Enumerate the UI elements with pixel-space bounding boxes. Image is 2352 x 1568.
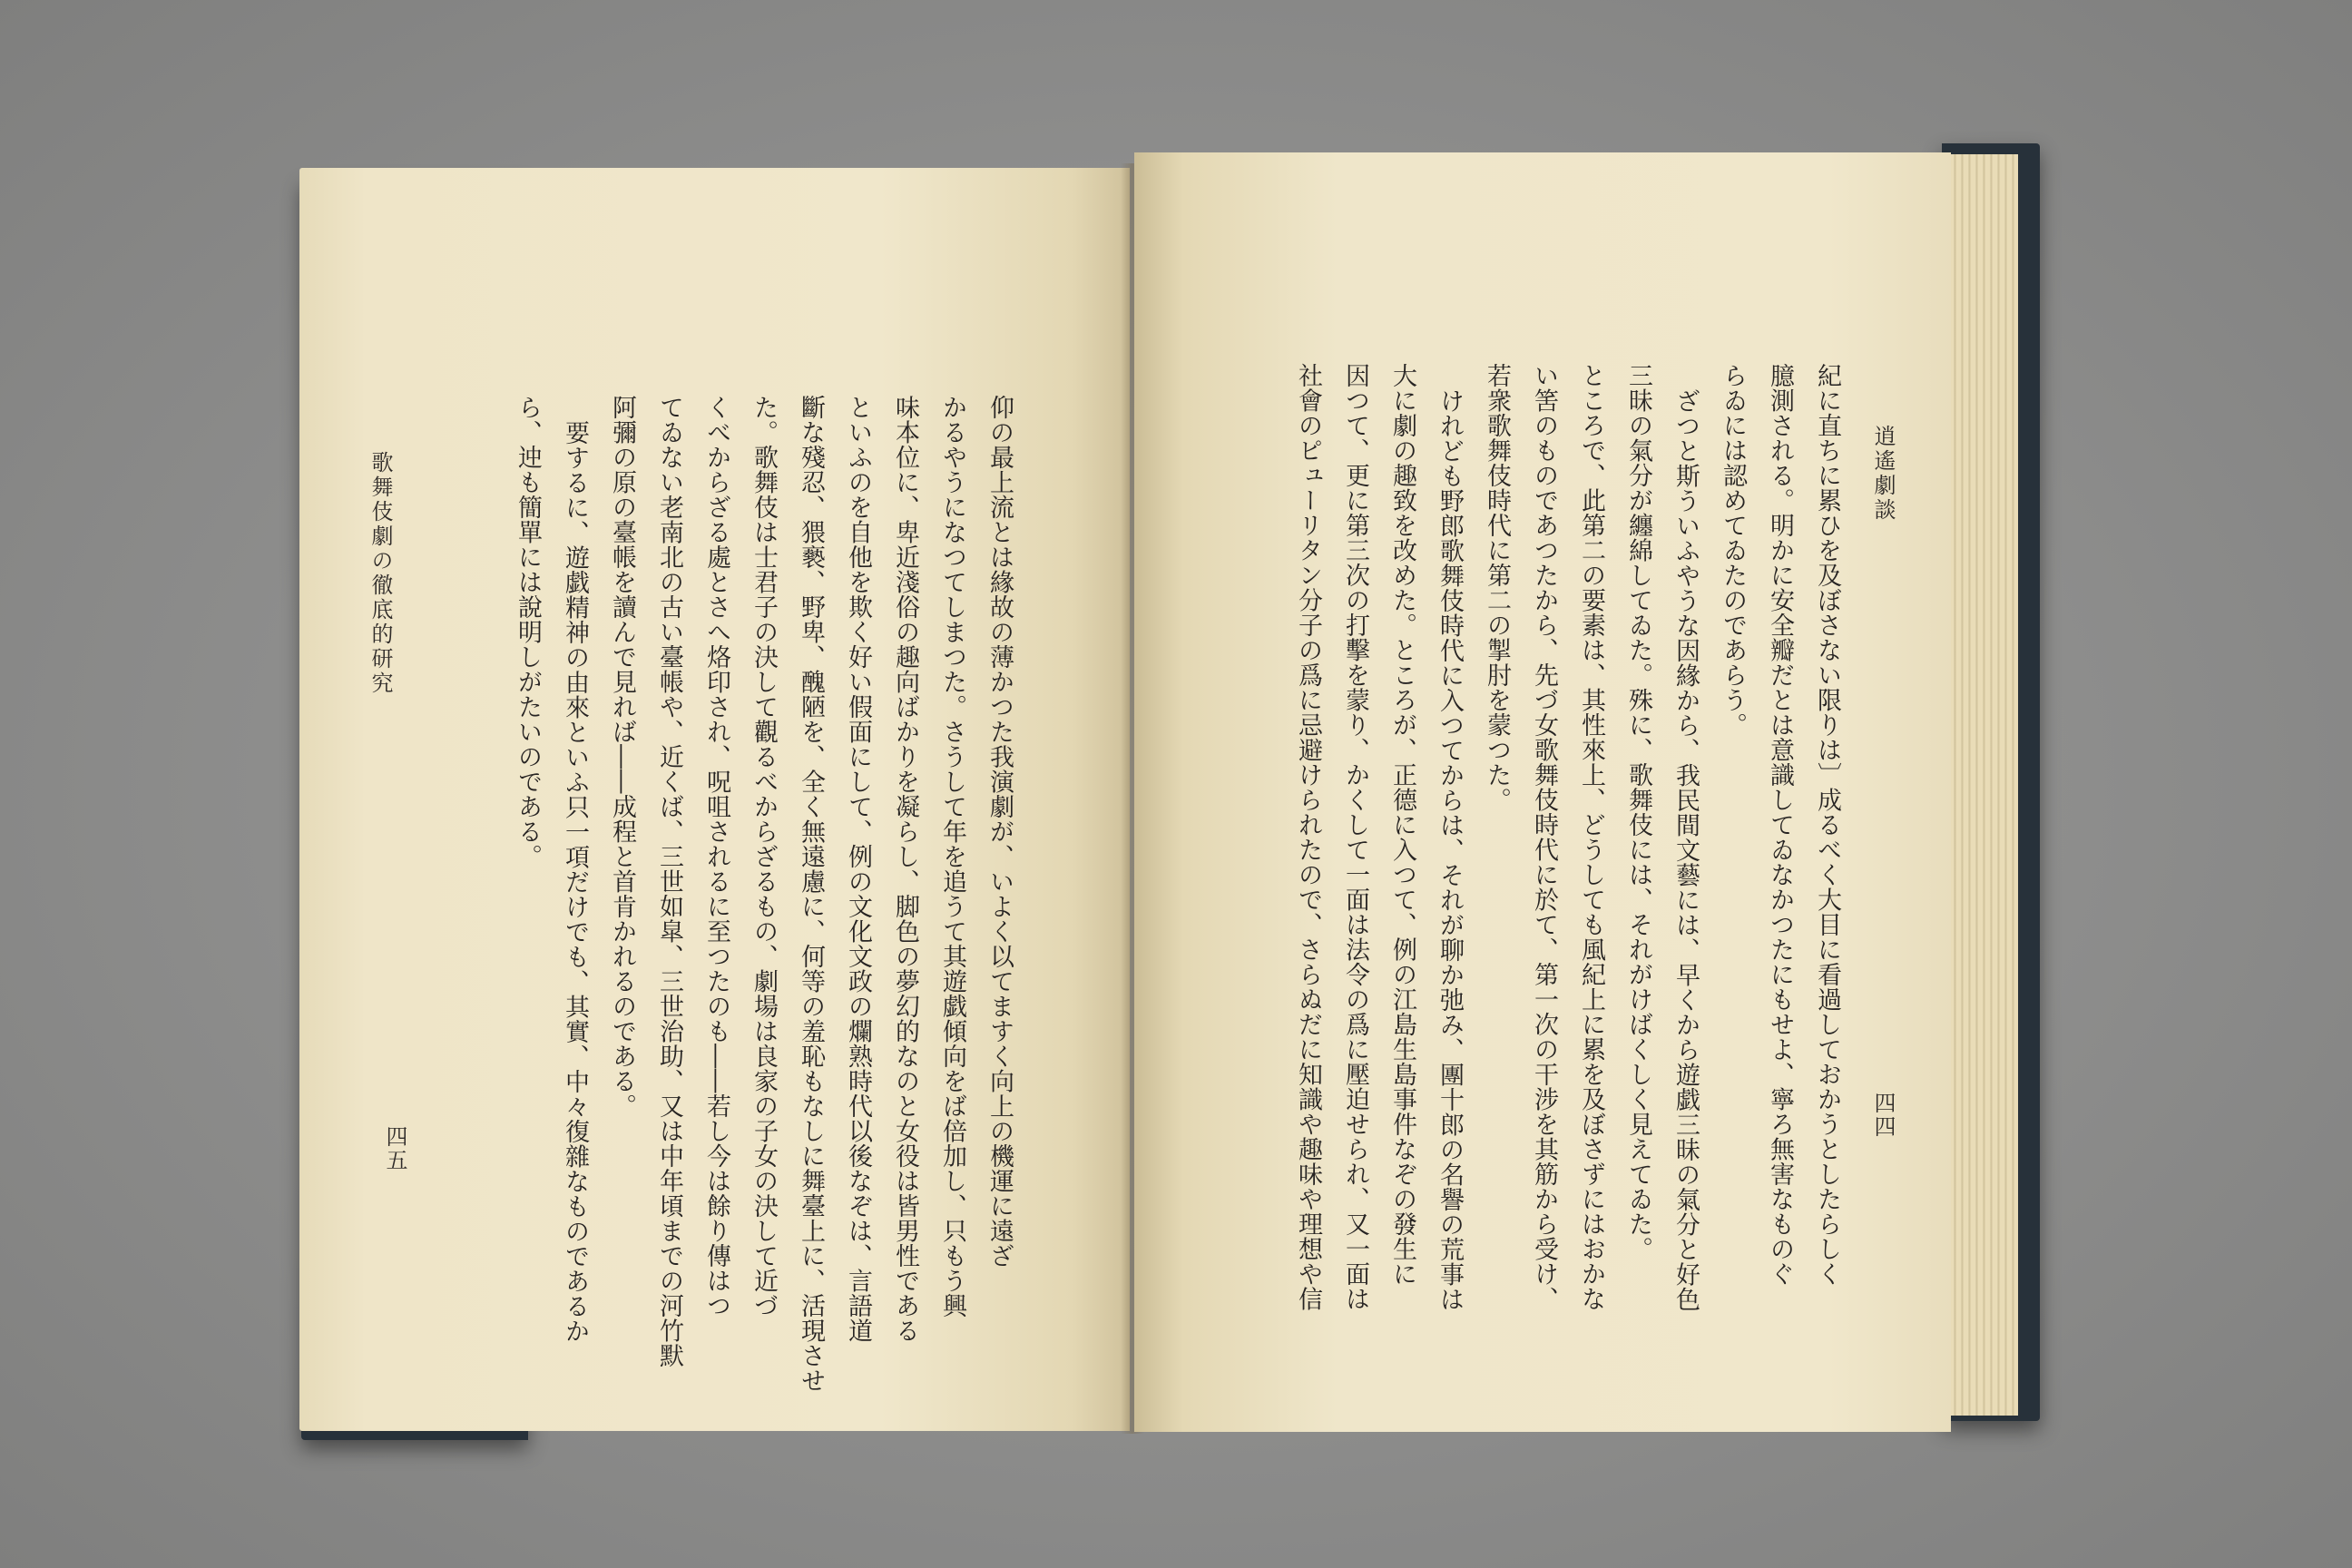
left-column-6: た。歌舞伎は士君子の決して觀るべからざるもの、劇場は良家の子女の決して近づ [750,395,778,1318]
right-column-10: 大に劇の趣致を改めた。ところが、正德に入つて、例の江島生島事件なぞの發生に [1388,363,1416,1287]
left-column-11: ら、迚も簡單には說明しがたいのである。 [514,395,542,869]
right-column-2: 臆測される。明かに安全瓣だとは意識してゐなかつたにもせよ、寧ろ無害なものぐ [1766,363,1794,1287]
right-column-4: ざつと斯ういふやうな因緣から、我民間文藝には、早くから遊戯三昧の氣分と好色 [1671,388,1700,1312]
left-column-1: 仰の最上流とは緣故の薄かつた我演劇が、いよく以てますく向上の機運に遠ざ [985,395,1014,1269]
right-column-8: 若衆歌舞伎時代に第二の掣肘を蒙つた。 [1483,363,1511,812]
left-column-3: 味本位に、卑近淺俗の趣向ばかりを凝らし、脚色の夢幻的なのと女役は皆男性である [891,395,919,1343]
right-column-12: 社會のピューリタン分子の爲に忌避けられたので、さらぬだに知識や趣味や理想や信 [1294,363,1322,1311]
left-column-9: 阿彌の原の臺帳を讀んで見れば――成程と首肯かれるのである。 [608,395,636,1119]
right-column-11: 因つて、更に第三次の打擊を蒙り、かくして一面は法令の爲に壓迫せられ、又一面は [1341,363,1369,1311]
left-page [299,168,1130,1431]
left-running-header: 歌舞伎劇の徹底的研究 [368,451,393,696]
right-column-7: い筈のものであつたから、先づ女歌舞伎時代に於て、第一次の干涉を其筋から受け、 [1530,363,1558,1311]
page-block-edge [1942,154,2018,1416]
right-column-9: けれども野郎歌舞伎時代に入つてからは、それが聊か弛み、團十郎の名譽の荒事は [1436,388,1464,1312]
left-column-4: といふのを自他を欺く好い假面にして、例の文化文政の爛熟時代以後なぞは、言語道 [844,395,872,1343]
right-page-number: 四四 [1870,1092,1896,1139]
right-column-1: 紀に直ちに累ひを及ぼさない限りは〕成るべく大目に看過しておかうとしたらしく [1813,363,1841,1287]
left-page-number: 四五 [382,1125,407,1172]
left-column-7: くべからざる處とさへ烙印され、呪咀されるに至つたのも――若し今は餘り傳はつ [702,395,730,1318]
left-column-5: 斷な殘忍、猥褻、野卑、醜陋を、全く無遠慮に、何等の羞恥もなしに舞臺上に、活現させ [797,395,825,1393]
right-column-6: ところで、此第二の要素は、其性來上、どうしても風紀上に累を及ぼさずにはおかな [1577,363,1605,1311]
left-column-8: てゐない老南北の古い臺帳や、近くば、三世如皐、三世治助、又は中年頃までの河竹默 [655,395,683,1368]
left-column-2: かるやうになつてしまつた。さうして年を追うて其遊戯傾向をば倍加し、只もう興 [938,395,966,1318]
right-running-header: 逍遙劇談 [1870,425,1896,523]
right-page [1134,152,1951,1432]
right-column-3: らゐには認めてゐたのであらう。 [1719,363,1747,738]
left-column-10: 要するに、遊戯精神の由來といふ只一項だけでも、其實、中々復雜なものであるか [561,420,589,1344]
right-column-5: 三昧の氣分が纏綿してゐた。殊に、歌舞伎には、それがけばくしく見えてゐた。 [1624,363,1652,1261]
